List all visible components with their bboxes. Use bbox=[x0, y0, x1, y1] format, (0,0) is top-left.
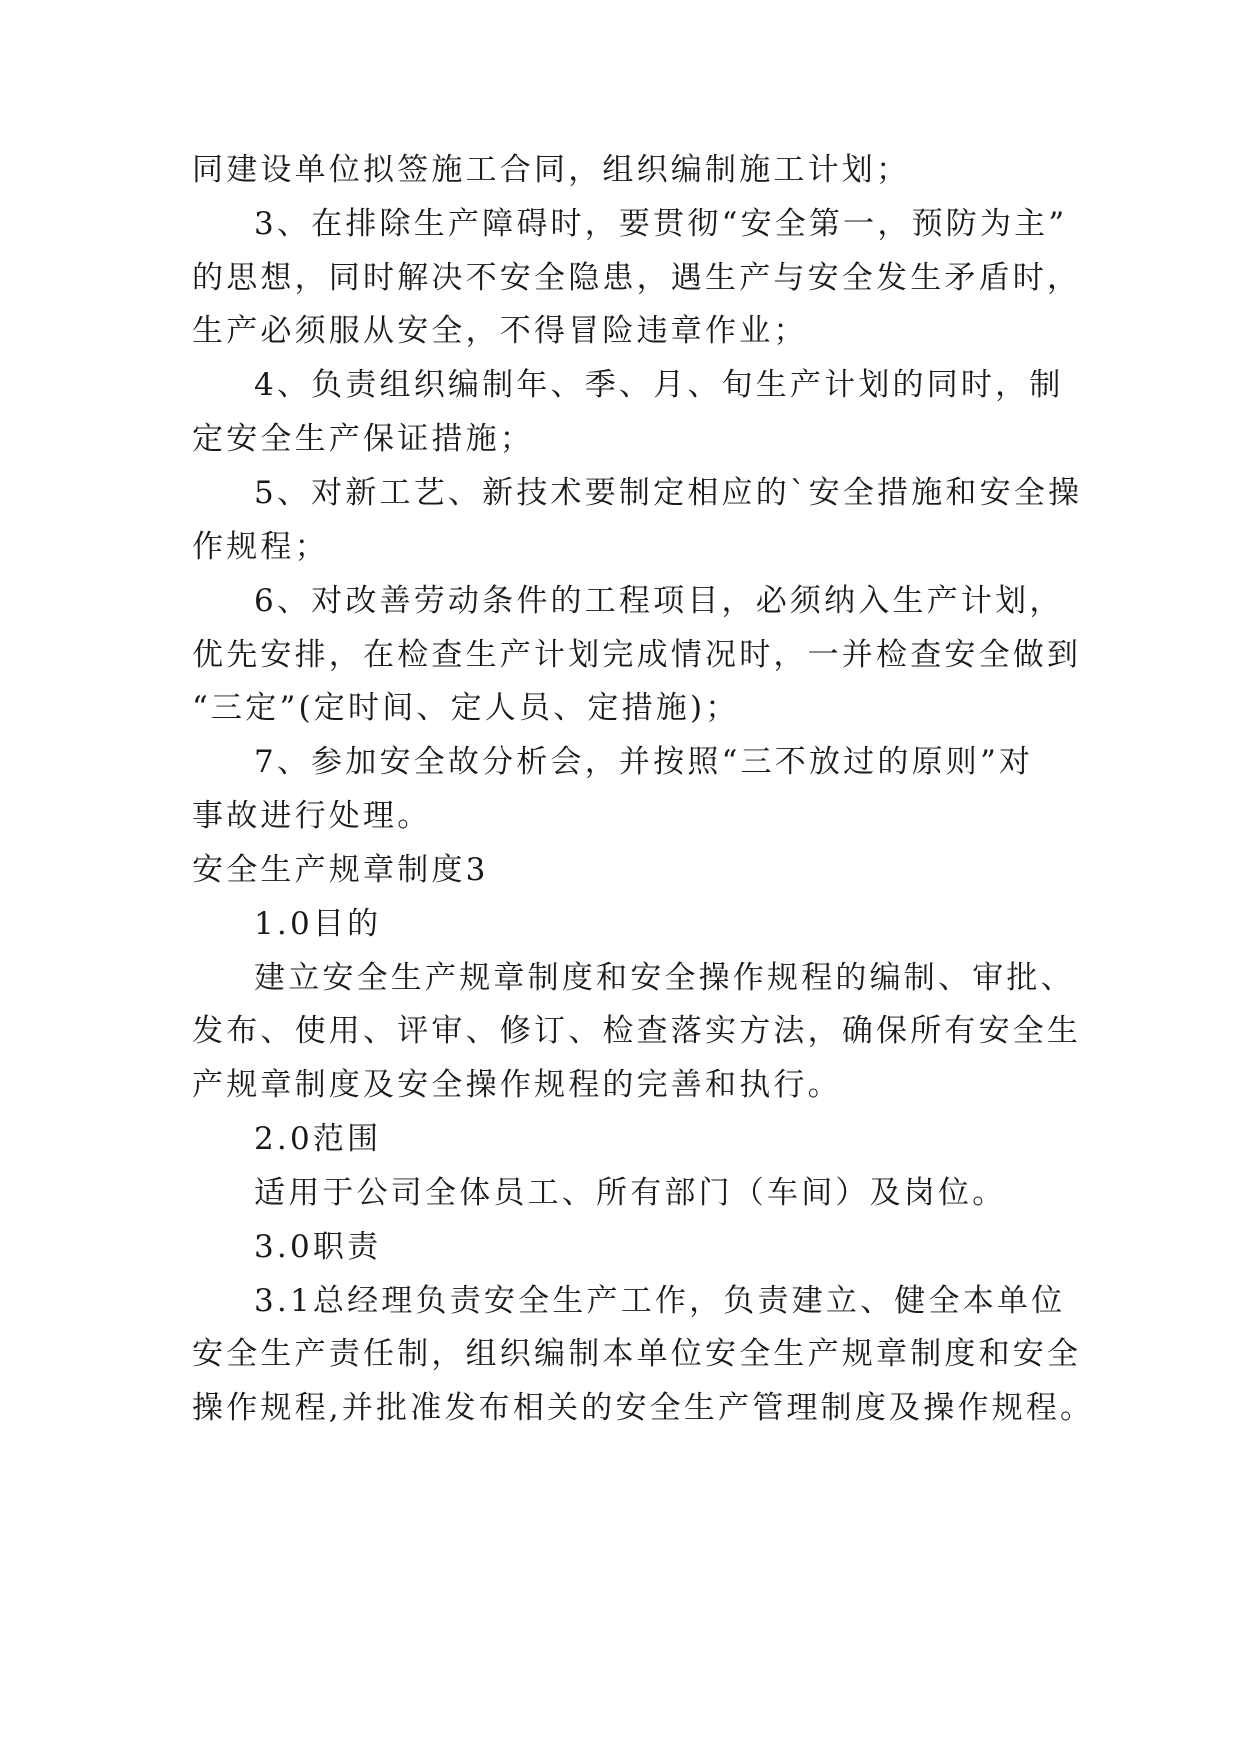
text-line: 发布、使用、评审、修订、检查落实方法，确保所有安全生 bbox=[192, 1013, 1082, 1049]
text-line: 的思想，同时解决不安全隐患，遇生产与安全发生矛盾时， bbox=[192, 260, 1082, 296]
text-line: 3、在排除生产障碍时，要贯彻“安全第一，预防为主” bbox=[254, 206, 1068, 242]
text-line: 产规章制度及安全操作规程的完善和执行。 bbox=[192, 1067, 842, 1103]
text-line: “三定”(定时间、定人员、定措施)； bbox=[192, 690, 740, 726]
subsection-heading: 2.0范围 bbox=[254, 1121, 382, 1157]
text-line: 适用于公司全体员工、所有部门（车间）及岗位。 bbox=[254, 1175, 1007, 1211]
text-line: 7、参加安全故分析会，并按照“三不放过的原则”对 bbox=[254, 744, 1034, 780]
text-line: 定安全生产保证措施； bbox=[192, 421, 534, 457]
text-line: 3.1总经理负责安全生产工作，负责建立、健全本单位 bbox=[254, 1283, 1066, 1319]
section-heading: 安全生产规章制度3 bbox=[192, 852, 489, 888]
text-line: 同建设单位拟签施工合同，组织编制施工计划； bbox=[192, 152, 911, 188]
text-line: 6、对改善劳动条件的工程项目，必须纳入生产计划， bbox=[254, 583, 1064, 619]
text-line: 操作规程,并批准发布相关的安全生产管理制度及操作规程。 bbox=[192, 1390, 1095, 1426]
text-line: 建立安全生产规章制度和安全操作规程的编制、审批、 bbox=[254, 960, 1075, 996]
text-line: 5、对新工艺、新技术要制定相应的`安全措施和安全操 bbox=[254, 475, 1083, 511]
text-line: 安全生产责任制，组织编制本单位安全生产规章制度和安全 bbox=[192, 1336, 1082, 1372]
text-line: 作规程； bbox=[192, 529, 329, 565]
subsection-heading: 3.0职责 bbox=[254, 1229, 382, 1265]
text-line: 优先安排，在检查生产计划完成情况时，一并检查安全做到 bbox=[192, 637, 1082, 673]
text-line: 4、负责组织编制年、季、月、旬生产计划的同时，制 bbox=[254, 367, 1064, 403]
text-line: 生产必须服从安全，不得冒险违章作业； bbox=[192, 313, 808, 349]
text-line: 事故进行处理。 bbox=[192, 798, 432, 834]
subsection-heading: 1.0目的 bbox=[254, 906, 382, 942]
